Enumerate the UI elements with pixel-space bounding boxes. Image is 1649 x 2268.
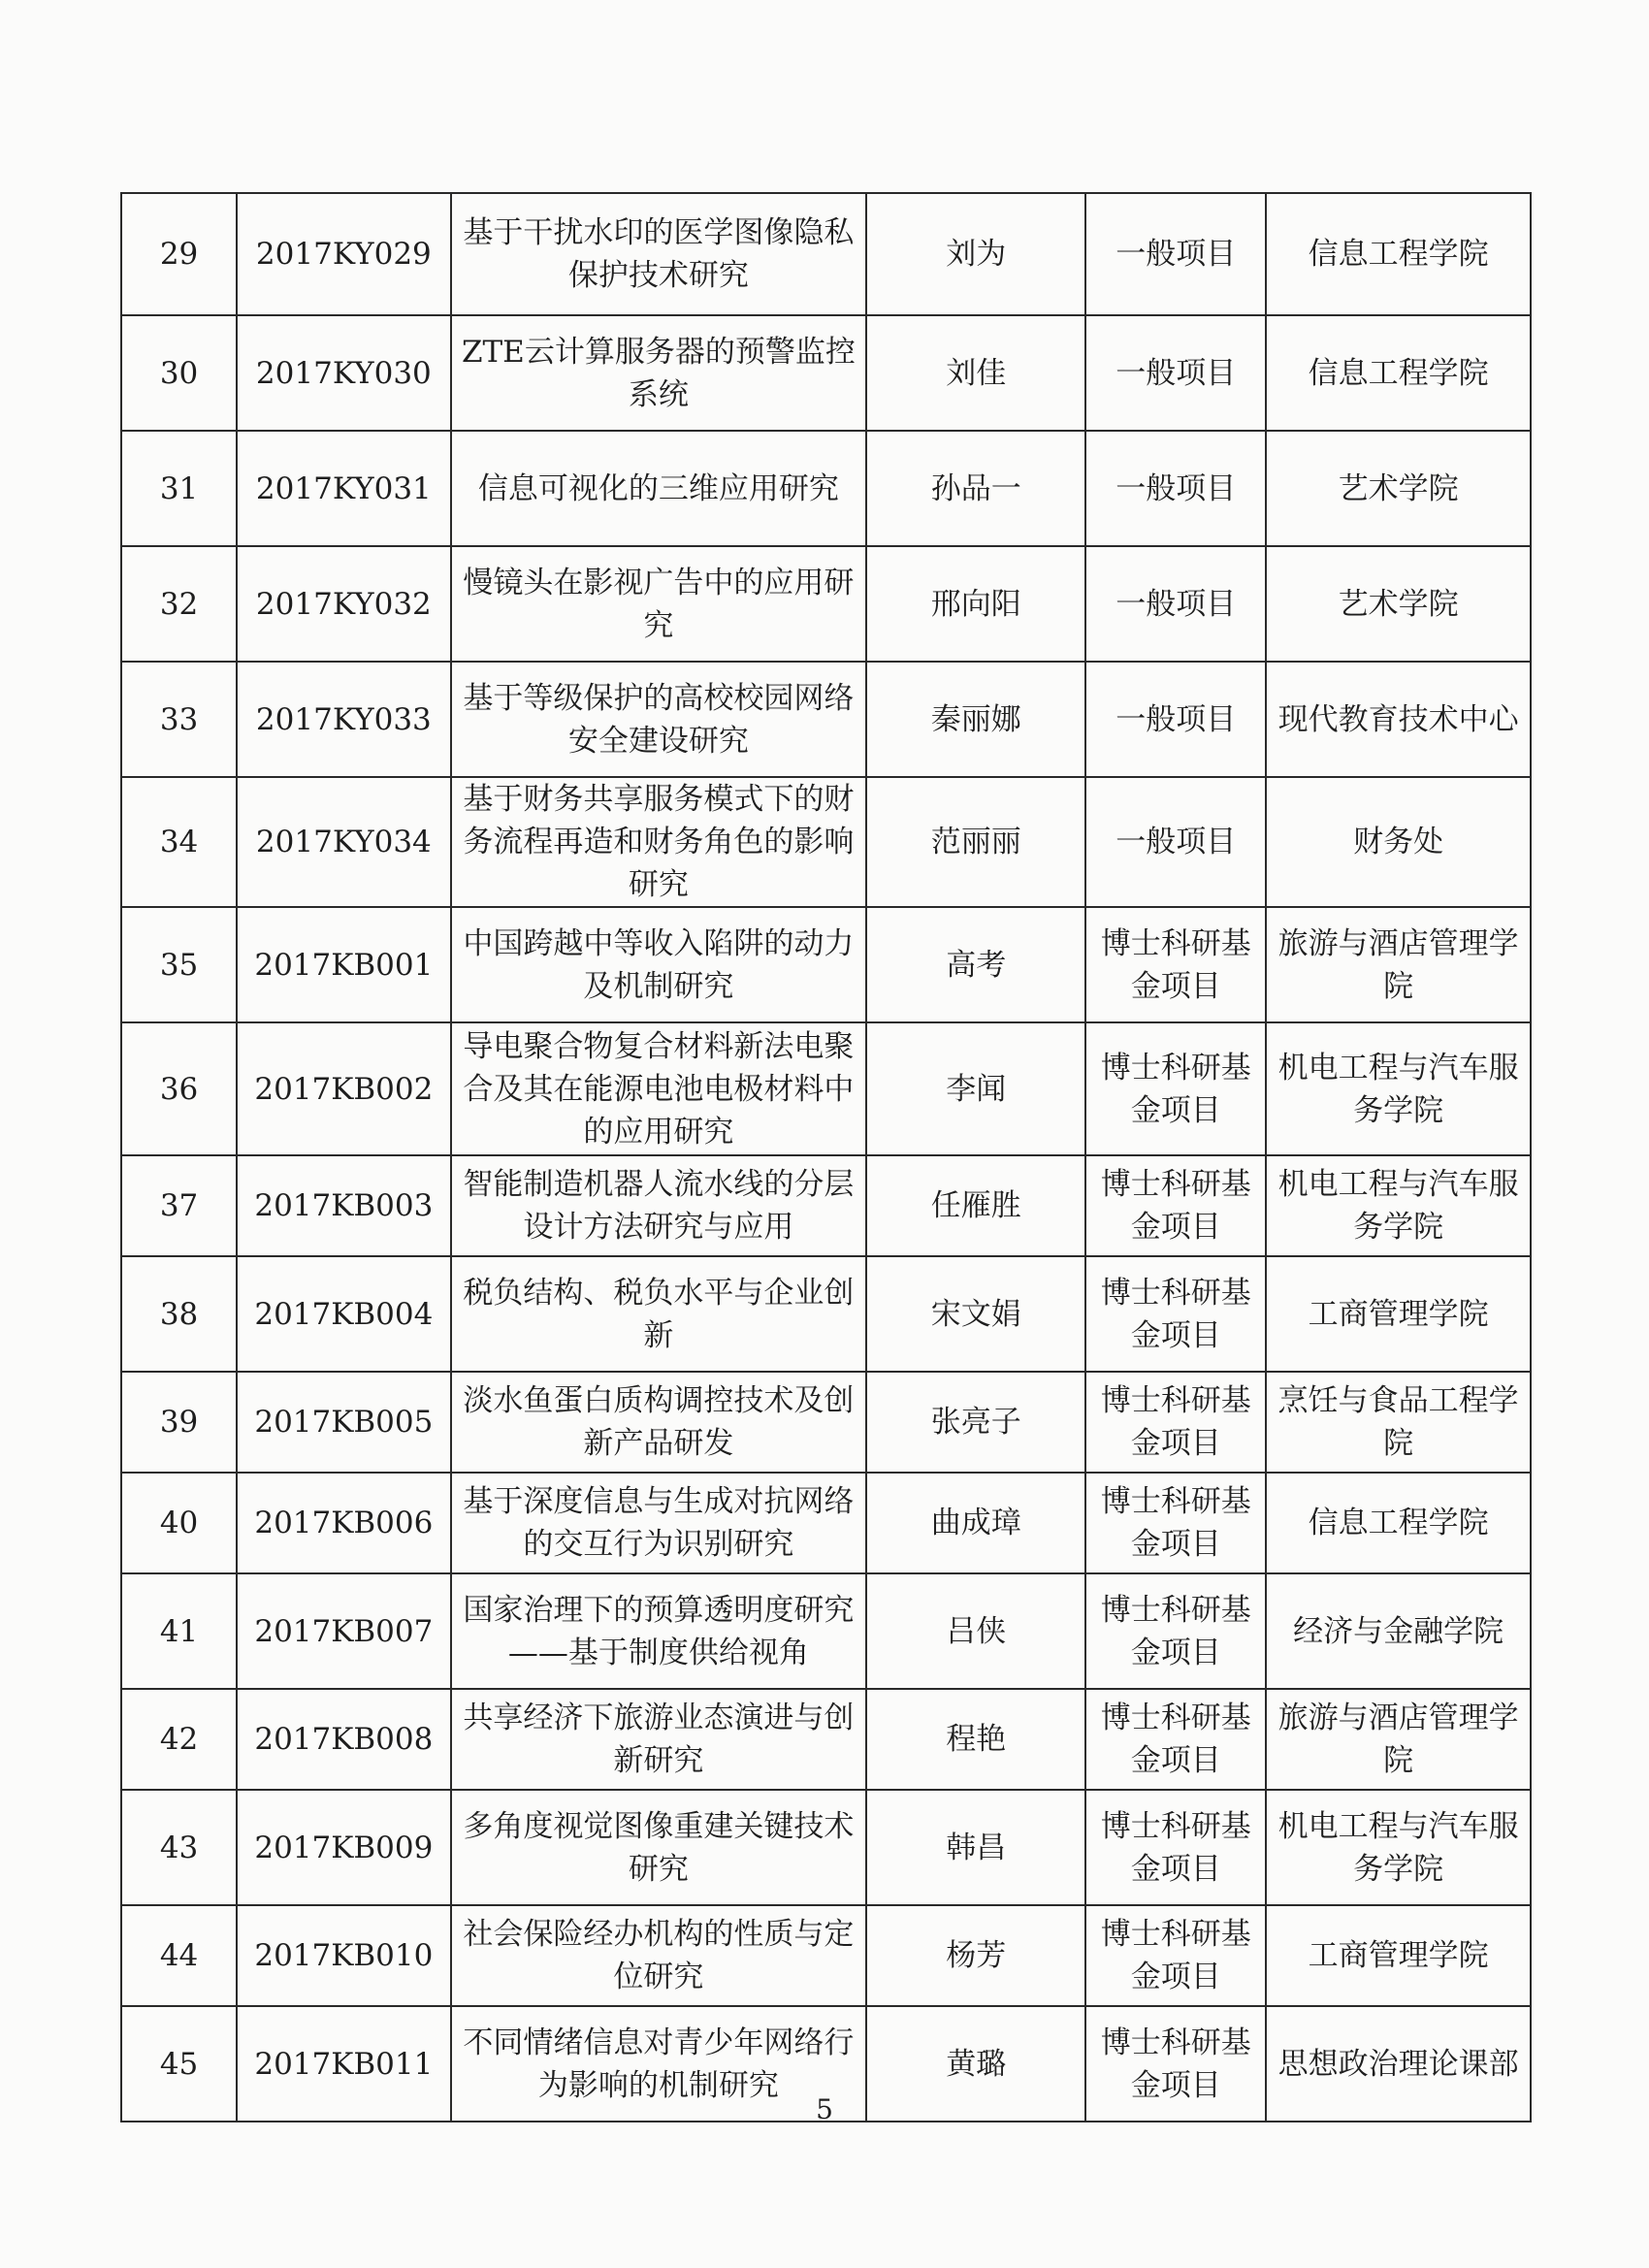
project-title-cell: 共享经济下旅游业态演进与创新研究: [451, 1689, 867, 1790]
project-type-cell: 博士科研基金项目: [1085, 1573, 1266, 1689]
table-row: [121, 777, 1531, 907]
project-leader-cell: 曲成璋: [866, 1473, 1085, 1573]
project-code-cell: 2017KB011: [237, 2006, 450, 2122]
department-cell: 信息工程学院: [1266, 193, 1531, 315]
project-type-cell: 博士科研基金项目: [1085, 1022, 1266, 1155]
project-type-cell: 博士科研基金项目: [1085, 2006, 1266, 2122]
project-leader-cell: 杨芳: [866, 1905, 1085, 2006]
project-code-cell: 2017KB007: [237, 1573, 450, 1689]
table-row: [121, 1473, 1531, 1573]
project-code-cell: 2017KB006: [237, 1473, 450, 1573]
project-leader-cell: 刘为: [866, 193, 1085, 315]
department-cell: 艺术学院: [1266, 431, 1531, 546]
row-number-cell: 35: [121, 907, 237, 1022]
project-code-cell: 2017KB008: [237, 1689, 450, 1790]
department-cell: 工商管理学院: [1266, 1905, 1531, 2006]
table-body: [121, 193, 1531, 2122]
project-leader-cell: 李闻: [866, 1022, 1085, 1155]
project-leader-cell: 吕侠: [866, 1573, 1085, 1689]
project-leader-cell: 范丽丽: [866, 777, 1085, 907]
table-row: [121, 1790, 1531, 1905]
project-code-cell: 2017KB010: [237, 1905, 450, 2006]
project-type-cell: 一般项目: [1085, 315, 1266, 431]
department-cell: 机电工程与汽车服务学院: [1266, 1155, 1531, 1256]
row-number-cell: 30: [121, 315, 237, 431]
table-row: [121, 193, 1531, 315]
department-cell: 工商管理学院: [1266, 1256, 1531, 1372]
department-cell: 旅游与酒店管理学院: [1266, 907, 1531, 1022]
project-title-cell: 智能制造机器人流水线的分层设计方法研究与应用: [451, 1155, 867, 1256]
project-type-cell: 博士科研基金项目: [1085, 1790, 1266, 1905]
department-cell: 旅游与酒店管理学院: [1266, 1689, 1531, 1790]
row-number-cell: 33: [121, 662, 237, 777]
project-code-cell: 2017KB009: [237, 1790, 450, 1905]
department-cell: 现代教育技术中心: [1266, 662, 1531, 777]
table-row: [121, 907, 1531, 1022]
project-code-cell: 2017KY033: [237, 662, 450, 777]
department-cell: 思想政治理论课部: [1266, 2006, 1531, 2122]
project-code-cell: 2017KY031: [237, 431, 450, 546]
project-type-cell: 博士科研基金项目: [1085, 1473, 1266, 1573]
row-number-cell: 34: [121, 777, 237, 907]
project-leader-cell: 邢向阳: [866, 546, 1085, 662]
row-number-cell: 45: [121, 2006, 237, 2122]
project-leader-cell: 程艳: [866, 1689, 1085, 1790]
project-title-cell: 基于财务共享服务模式下的财务流程再造和财务角色的影响研究: [451, 777, 867, 907]
page-number: 5: [816, 2093, 833, 2125]
project-code-cell: 2017KB002: [237, 1022, 450, 1155]
project-title-cell: 基于等级保护的高校校园网络安全建设研究: [451, 662, 867, 777]
table-row: [121, 662, 1531, 777]
project-type-cell: 博士科研基金项目: [1085, 1905, 1266, 2006]
project-type-cell: 博士科研基金项目: [1085, 1372, 1266, 1473]
table-row: [121, 1689, 1531, 1790]
project-leader-cell: 孙品一: [866, 431, 1085, 546]
project-leader-cell: 黄璐: [866, 2006, 1085, 2122]
project-type-cell: 一般项目: [1085, 546, 1266, 662]
row-number-cell: 40: [121, 1473, 237, 1573]
table-row: [121, 1022, 1531, 1155]
project-title-cell: 基于干扰水印的医学图像隐私保护技术研究: [451, 193, 867, 315]
project-code-cell: 2017KY034: [237, 777, 450, 907]
table-row: [121, 315, 1531, 431]
row-number-cell: 41: [121, 1573, 237, 1689]
project-title-cell: 国家治理下的预算透明度研究——基于制度供给视角: [451, 1573, 867, 1689]
project-title-cell: 淡水鱼蛋白质构调控技术及创新产品研发: [451, 1372, 867, 1473]
row-number-cell: 43: [121, 1790, 237, 1905]
row-number-cell: 37: [121, 1155, 237, 1256]
project-leader-cell: 秦丽娜: [866, 662, 1085, 777]
department-cell: 信息工程学院: [1266, 315, 1531, 431]
project-leader-cell: 高考: [866, 907, 1085, 1022]
project-type-cell: 一般项目: [1085, 777, 1266, 907]
project-leader-cell: 刘佳: [866, 315, 1085, 431]
project-title-cell: 社会保险经办机构的性质与定位研究: [451, 1905, 867, 2006]
table-row: [121, 1372, 1531, 1473]
row-number-cell: 29: [121, 193, 237, 315]
row-number-cell: 36: [121, 1022, 237, 1155]
project-type-cell: 博士科研基金项目: [1085, 1689, 1266, 1790]
table-row: [121, 431, 1531, 546]
project-code-cell: 2017KB004: [237, 1256, 450, 1372]
table-row: [121, 1256, 1531, 1372]
project-title-cell: 导电聚合物复合材料新法电聚合及其在能源电池电极材料中的应用研究: [451, 1022, 867, 1155]
project-code-cell: 2017KY030: [237, 315, 450, 431]
table-row: [121, 1905, 1531, 2006]
project-type-cell: 一般项目: [1085, 662, 1266, 777]
project-code-cell: 2017KY032: [237, 546, 450, 662]
department-cell: 机电工程与汽车服务学院: [1266, 1022, 1531, 1155]
row-number-cell: 44: [121, 1905, 237, 2006]
department-cell: 经济与金融学院: [1266, 1573, 1531, 1689]
project-type-cell: 一般项目: [1085, 193, 1266, 315]
project-title-cell: ZTE云计算服务器的预警监控系统: [451, 315, 867, 431]
project-type-cell: 博士科研基金项目: [1085, 1155, 1266, 1256]
project-leader-cell: 张亮子: [866, 1372, 1085, 1473]
table-row: [121, 1573, 1531, 1689]
project-title-cell: 慢镜头在影视广告中的应用研究: [451, 546, 867, 662]
project-title-cell: 多角度视觉图像重建关键技术研究: [451, 1790, 867, 1905]
project-title-cell: 基于深度信息与生成对抗网络的交互行为识别研究: [451, 1473, 867, 1573]
project-title-cell: 税负结构、税负水平与企业创新: [451, 1256, 867, 1372]
table-row: [121, 1155, 1531, 1256]
row-number-cell: 39: [121, 1372, 237, 1473]
department-cell: 艺术学院: [1266, 546, 1531, 662]
project-leader-cell: 韩昌: [866, 1790, 1085, 1905]
department-cell: 烹饪与食品工程学院: [1266, 1372, 1531, 1473]
department-cell: 财务处: [1266, 777, 1531, 907]
project-type-cell: 博士科研基金项目: [1085, 1256, 1266, 1372]
project-table: [120, 192, 1532, 2122]
row-number-cell: 31: [121, 431, 237, 546]
project-title-cell: 不同情绪信息对青少年网络行为影响的机制研究: [451, 2006, 867, 2122]
project-title-cell: 中国跨越中等收入陷阱的动力及机制研究: [451, 907, 867, 1022]
project-leader-cell: 宋文娟: [866, 1256, 1085, 1372]
table-row: [121, 546, 1531, 662]
project-code-cell: 2017KY029: [237, 193, 450, 315]
row-number-cell: 38: [121, 1256, 237, 1372]
project-type-cell: 博士科研基金项目: [1085, 907, 1266, 1022]
project-type-cell: 一般项目: [1085, 431, 1266, 546]
department-cell: 机电工程与汽车服务学院: [1266, 1790, 1531, 1905]
project-leader-cell: 任雁胜: [866, 1155, 1085, 1256]
project-code-cell: 2017KB001: [237, 907, 450, 1022]
row-number-cell: 42: [121, 1689, 237, 1790]
department-cell: 信息工程学院: [1266, 1473, 1531, 1573]
row-number-cell: 32: [121, 546, 237, 662]
project-code-cell: 2017KB003: [237, 1155, 450, 1256]
project-title-cell: 信息可视化的三维应用研究: [451, 431, 867, 546]
project-code-cell: 2017KB005: [237, 1372, 450, 1473]
